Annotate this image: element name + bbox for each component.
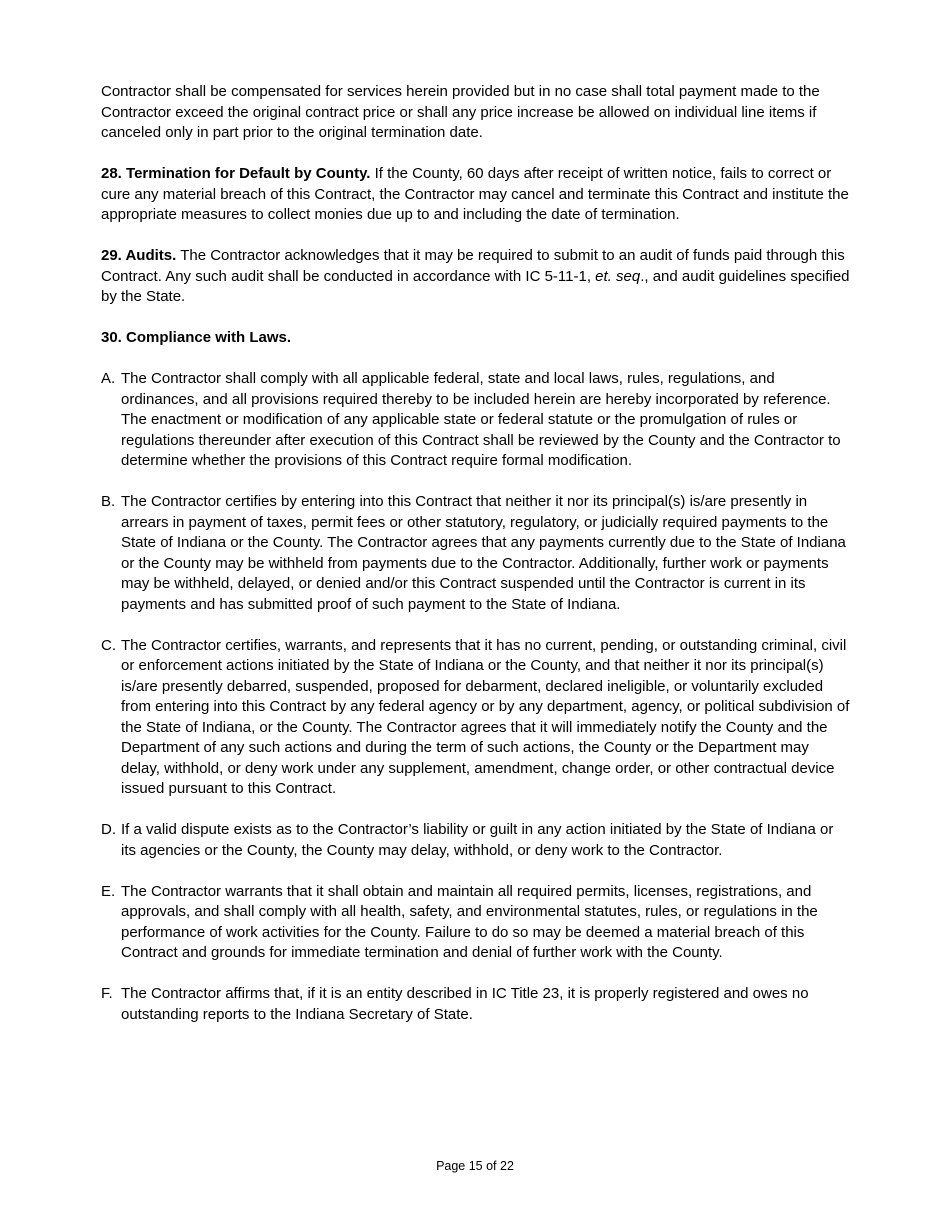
list-item-letter: F. — [101, 985, 113, 1002]
section-29-body-b: ., and audit guidelines specified by the State. — [101, 267, 850, 305]
section-28 — [101, 164, 851, 226]
intro-paragraph: Contractor shall be compensated for services herein provided but in no case shall total payment made to the Contractor exceed the original contract price or shall any price increase be allowed on individual line items if canceled only in part prior to the original termination date. — [101, 83, 820, 141]
list-item-text: The Contractor shall comply with all applicable federal, state and local laws, rules, regulations, and ordinances, and all provisions required thereby to be included herein are hereby incorporated by reference. The enactment or modification of any applicable state or federal statute or the promulgation of rules or regulations thereunder after execution of this Contract shall be reviewed by the County and the Contractor to determine whether the provisions of this Contract require formal modification. — [121, 370, 841, 469]
list-item-text: The Contractor affirms that, if it is an entity described in IC Title 23, it is properly registered and owes no outstanding reports to the Indiana Secretary of State. — [121, 985, 809, 1023]
list-item-letter: C. — [101, 636, 116, 654]
list-item — [101, 636, 851, 800]
section-28-body: If the County, 60 days after receipt of written notice, fails to correct or cure any material breach of this Contract, the Contractor may cancel and terminate this Contract and institute the appropriate measures to collect monies due up to and including the date of termination. — [101, 165, 849, 223]
list-item — [101, 820, 851, 861]
list-item — [101, 882, 851, 964]
page-content — [101, 82, 851, 1046]
list-item — [101, 984, 851, 1025]
section-28-heading: 28. Termination for Default by County. — [101, 165, 371, 182]
section-29-body-a: The Contractor acknowledges that it may be required to submit to an audit of funds paid through this Contract. Any such audit shall be conducted in accordance with IC 5-11-1, — [101, 247, 845, 285]
list-item-text: The Contractor warrants that it shall obtain and maintain all required permits, licenses, registrations, and approvals, and shall comply with all health, safety, and environmental statutes, rules, or regulations in the performance of work activities for the County. Failure to do so may be deemed a material breach of this Contract and grounds for immediate termination and denial of further work with the County. — [121, 882, 818, 961]
list-item — [101, 492, 851, 615]
section-29 — [101, 246, 851, 308]
list-item-text: If a valid dispute exists as to the Contractor’s liability or guilt in any action initiated by the State of Indiana or its agencies or the County, the County may delay, withhold, or deny work to the Contractor. — [121, 821, 834, 859]
list-item-letter: B. — [101, 493, 116, 510]
list-item-letter: A. — [101, 370, 116, 387]
list-item-letter: E. — [101, 882, 116, 900]
list-item-text: The Contractor certifies, warrants, and represents that it has no current, pending, or outstanding criminal, civil or enforcement actions initiated by the State of Indiana or the County, and that neither it nor its principal(s) is/are presently debarred, suspended, proposed for debarment, declared ineligible, or voluntarily excluded from entering into this Contract by any federal agency or by any department, agency, or political subdivision of the State of Indiana, or the County. The Contractor agrees that it will immediately notify the County and the Department of any such actions and during the term of such actions, the County or the Department may delay, withhold, or deny work under any supplement, amendment, change order, or other contractual device issued pursuant to this Contract. — [121, 636, 850, 797]
section-29-heading: 29. Audits. — [101, 247, 177, 264]
section-30-heading: 30. Compliance with Laws. — [101, 329, 292, 346]
list-item — [101, 369, 851, 472]
page-number-footer: Page 15 of 22 — [436, 1159, 514, 1173]
section-29-body-italic: et. seq — [595, 267, 641, 285]
list-item-text: The Contractor certifies by entering into this Contract that neither it nor its principal(s) is/are presently in arrears in payment of taxes, permit fees or other statutory, regulatory, or judicially required payments to the State of Indiana or the County. The Contractor agrees that any payments currently due to the State of Indiana or the County may be withheld from payments due to the Contractor. Additionally, further work or payments may be withheld, delayed, or denied and/or this Contract suspended until the Contractor is current in its payments and has submitted proof of such payment to the State of Indiana. — [121, 493, 846, 613]
list-item-letter: D. — [101, 821, 116, 838]
